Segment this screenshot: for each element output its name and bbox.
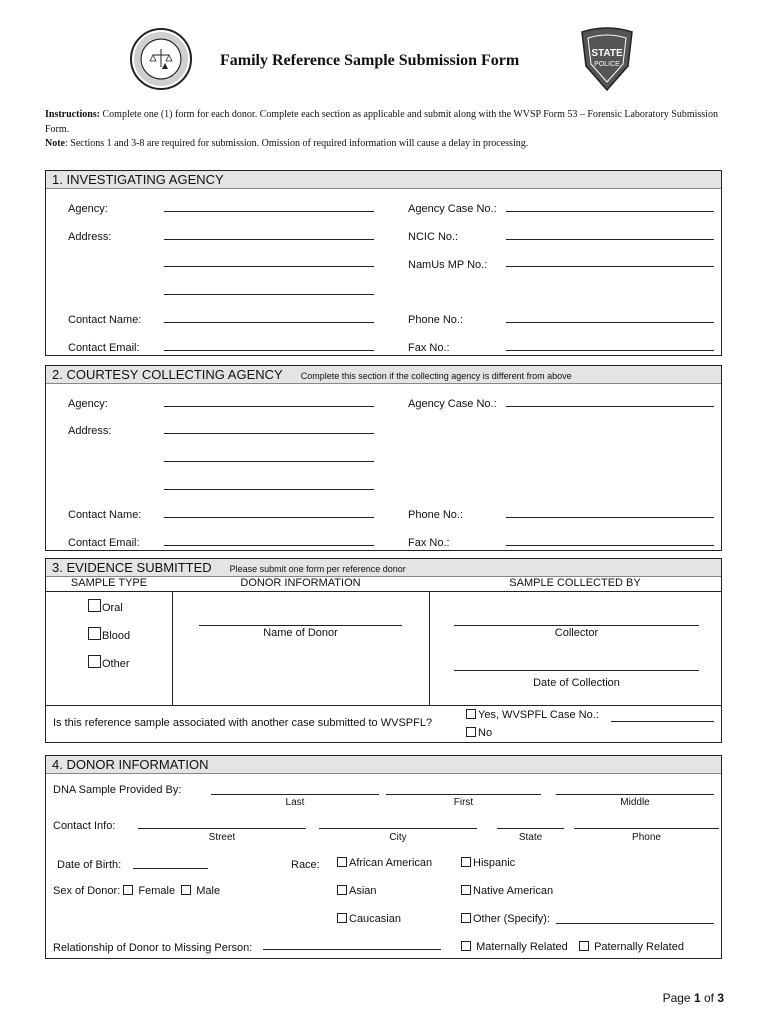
no-checkbox[interactable] (466, 727, 476, 737)
relationship-label: Relationship of Donor to Missing Person: (53, 942, 253, 954)
col-donor-information: DONOR INFORMATION (240, 577, 361, 589)
native-american-checkbox[interactable] (461, 885, 471, 895)
section-donor-information (45, 755, 722, 959)
s2-address-label: Address: (68, 425, 112, 437)
contact-email-field[interactable] (164, 350, 374, 351)
paternally-related-option[interactable]: Paternally Related (579, 941, 684, 953)
city-field[interactable] (319, 828, 477, 829)
hispanic-checkbox[interactable] (461, 857, 471, 867)
asian-checkbox[interactable] (337, 885, 347, 895)
s2-address-field-3[interactable] (164, 489, 374, 490)
street-field[interactable] (138, 828, 306, 829)
race-other[interactable]: Other (Specify): (461, 913, 550, 925)
race-native-american[interactable]: Native American (461, 885, 553, 897)
s2-agency-case-label: Agency Case No.: (408, 398, 497, 410)
section-2-title: 2. COURTESY COLLECTING AGENCY Complete this section if the collecting agency is different from above (46, 366, 721, 384)
blood-checkbox[interactable] (88, 627, 101, 640)
agency-case-label: Agency Case No.: (408, 203, 497, 215)
section-evidence-submitted (45, 558, 722, 743)
s2-fax-field[interactable] (506, 545, 714, 546)
name-of-donor-field[interactable] (199, 625, 402, 626)
wvspfl-case-field[interactable] (611, 721, 714, 722)
oral-checkbox[interactable] (88, 599, 101, 612)
evidence-row-divider (46, 705, 721, 706)
race-caucasian[interactable]: Caucasian (337, 913, 401, 925)
instructions-label: Instructions: (45, 109, 101, 120)
contact-email-label: Contact Email: (68, 342, 140, 354)
s2-fax-label: Fax No.: (408, 537, 450, 549)
contact-name-label: Contact Name: (68, 314, 142, 326)
street-label: Street (208, 832, 236, 843)
col-sample-type: SAMPLE TYPE (70, 577, 148, 589)
s2-address-field-2[interactable] (164, 461, 374, 462)
instructions-text: Complete one (1) form for each donor. Complete each section as applicable and submit along with the WVSP Form 53 – Forensic Laboratory Submission Form. (45, 109, 718, 135)
s2-phone-field[interactable] (506, 517, 714, 518)
phone-field[interactable] (506, 322, 714, 323)
note-label: Note (45, 138, 65, 149)
phone-label: Phone No.: (408, 314, 464, 326)
s2-address-field-1[interactable] (164, 433, 374, 434)
s2-agency-field[interactable] (164, 406, 374, 407)
section-3-title: 3. EVIDENCE SUBMITTED Please submit one form per reference donor (46, 559, 721, 577)
section-4-title: 4. DONOR INFORMATION (46, 756, 721, 774)
other-option[interactable]: Other (88, 655, 130, 670)
yes-option[interactable]: Yes, WVSPFL Case No.: (466, 709, 599, 721)
section-2-note: Complete this section if the collecting agency is different from above (300, 371, 572, 381)
dob-field[interactable] (133, 868, 208, 869)
address-label: Address: (68, 231, 112, 243)
agency-case-field[interactable] (506, 211, 714, 212)
male-checkbox[interactable] (181, 885, 191, 895)
race-asian[interactable]: Asian (337, 885, 377, 897)
contact-name-field[interactable] (164, 322, 374, 323)
name-of-donor-label: Name of Donor (263, 627, 338, 639)
form-title: Family Reference Sample Submission Form (220, 52, 520, 69)
female-checkbox[interactable] (123, 885, 133, 895)
s2-agency-case-field[interactable] (506, 406, 714, 407)
address-field-1[interactable] (164, 239, 374, 240)
col-divider-2 (429, 591, 430, 705)
oral-option[interactable]: Oral (88, 599, 123, 614)
middle-label: Middle (620, 797, 650, 808)
date-of-collection-label: Date of Collection (533, 677, 620, 689)
s2-contact-email-field[interactable] (164, 545, 374, 546)
address-field-2[interactable] (164, 266, 374, 267)
page-number: Page 1 of 3 (662, 991, 724, 1005)
fax-label: Fax No.: (408, 342, 450, 354)
sex-of-donor: Sex of Donor: Female Male (53, 885, 221, 897)
collector-field[interactable] (454, 625, 699, 626)
note-text: : Sections 1 and 3-8 are required for submission. Omission of required information will cause a delay in processing. (65, 138, 529, 149)
yes-checkbox[interactable] (466, 709, 476, 719)
date-of-collection-field[interactable] (454, 670, 699, 671)
maternal-checkbox[interactable] (461, 941, 471, 951)
race-label: Race: (291, 859, 320, 871)
other-race-field[interactable] (556, 923, 714, 924)
maternally-related-option[interactable]: Maternally Related (461, 941, 568, 953)
section-1-title: 1. INVESTIGATING AGENCY (46, 171, 721, 189)
state-police-badge (576, 26, 638, 92)
s2-phone-label: Phone No.: (408, 509, 464, 521)
caucasian-checkbox[interactable] (337, 913, 347, 923)
paternal-checkbox[interactable] (579, 941, 589, 951)
state-field[interactable] (497, 828, 564, 829)
blood-option[interactable]: Blood (88, 627, 130, 642)
ncic-field[interactable] (506, 239, 714, 240)
donor-middle-field[interactable] (556, 794, 714, 795)
section-3-note: Please submit one form per reference donor (229, 564, 406, 574)
state-label: State (518, 832, 543, 843)
first-label: First (453, 797, 474, 808)
other-race-checkbox[interactable] (461, 913, 471, 923)
fax-field[interactable] (506, 350, 714, 351)
namus-label: NamUs MP No.: (408, 259, 488, 271)
s2-contact-name-field[interactable] (164, 517, 374, 518)
agency-label: Agency: (68, 203, 108, 215)
col-divider-1 (172, 591, 173, 705)
s2-contact-name-label: Contact Name: (68, 509, 142, 521)
male-label: Male (196, 885, 221, 897)
dob-label: Date of Birth: (57, 859, 122, 871)
section-investigating-agency (45, 170, 722, 356)
no-option[interactable]: No (466, 727, 492, 739)
donor-first-field[interactable] (386, 794, 541, 795)
namus-field[interactable] (506, 266, 714, 267)
forensic-laboratory-seal (129, 27, 193, 91)
last-label: Last (285, 797, 305, 808)
phone-label-donor: Phone (632, 832, 661, 843)
ncic-label: NCIC No.: (408, 231, 459, 243)
african-american-checkbox[interactable] (337, 857, 347, 867)
phone-field-donor[interactable] (574, 828, 719, 829)
race-african-american[interactable]: African American (337, 857, 432, 869)
other-checkbox[interactable] (88, 655, 101, 668)
svg-text:STATE: STATE (591, 48, 623, 59)
agency-field[interactable] (164, 211, 374, 212)
s2-contact-email-label: Contact Email: (68, 537, 140, 549)
section-courtesy-collecting-agency (45, 365, 722, 551)
relationship-field[interactable] (263, 949, 441, 950)
s2-agency-label: Agency: (68, 398, 108, 410)
donor-last-field[interactable] (211, 794, 379, 795)
associated-case-question: Is this reference sample associated with another case submitted to WVSPFL? (53, 717, 433, 729)
race-hispanic[interactable]: Hispanic (461, 857, 515, 869)
contact-info-label: Contact Info: (53, 820, 116, 832)
svg-text:POLICE: POLICE (594, 61, 620, 68)
address-field-3[interactable] (164, 294, 374, 295)
instructions (45, 108, 725, 152)
dna-provided-label: DNA Sample Provided By: (53, 784, 182, 796)
col-sample-collected-by: SAMPLE COLLECTED BY (509, 577, 641, 589)
city-label: City (389, 832, 407, 843)
female-label: Female (138, 885, 176, 897)
collector-label: Collector (554, 627, 599, 639)
